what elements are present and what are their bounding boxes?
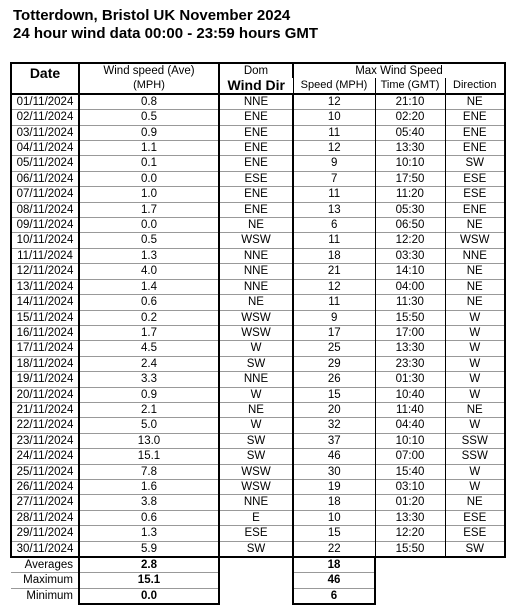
max-direction-cell: W — [445, 325, 505, 340]
ave-speed-cell: 4.5 — [79, 341, 219, 356]
max-direction-cell: W — [445, 310, 505, 325]
ave-speed-cell: 1.1 — [79, 141, 219, 156]
table-row — [11, 141, 505, 156]
max-time-cell: 13:30 — [375, 510, 445, 525]
ave-speed-cell: 3.8 — [79, 495, 219, 510]
header-speed-mph: Speed (MPH) — [293, 78, 375, 93]
dom-dir-cell: W — [219, 387, 293, 402]
report-subtitle: 24 hour wind data 00:00 - 23:59 hours GMT — [13, 25, 319, 42]
ave-speed-cell: 0.6 — [79, 295, 219, 310]
date-cell: 04/11/2024 — [11, 141, 79, 156]
dom-dir-cell: WSW — [219, 233, 293, 248]
max-speed-cell: 11 — [293, 187, 375, 202]
max-time-cell: 11:40 — [375, 402, 445, 417]
date-cell: 01/11/2024 — [11, 94, 79, 110]
header-wind-dir: Wind Dir — [219, 78, 293, 93]
ave-speed-cell: 1.4 — [79, 279, 219, 294]
date-cell: 28/11/2024 — [11, 510, 79, 525]
date-cell: 15/11/2024 — [11, 310, 79, 325]
max-speed-cell: 12 — [293, 141, 375, 156]
header-wind-speed — [79, 63, 219, 78]
ave-speed-cell: 0.1 — [79, 156, 219, 171]
ave-speed-cell: 0.9 — [79, 387, 219, 402]
max-time-cell: 11:30 — [375, 295, 445, 310]
ave-speed-cell: 0.2 — [79, 310, 219, 325]
summary-ave-speed: 2.8 — [79, 557, 219, 573]
summary-blank — [219, 557, 293, 573]
date-cell: 07/11/2024 — [11, 187, 79, 202]
dom-dir-cell: ENE — [219, 141, 293, 156]
ave-speed-cell: 0.0 — [79, 171, 219, 186]
summary-row — [11, 573, 505, 588]
date-cell: 30/11/2024 — [11, 541, 79, 557]
max-time-cell: 10:10 — [375, 433, 445, 448]
table-row — [11, 248, 505, 263]
header-dom: Dom — [219, 63, 293, 78]
header-date: Date — [11, 63, 79, 94]
ave-speed-cell: 1.3 — [79, 248, 219, 263]
max-time-cell: 02:20 — [375, 110, 445, 125]
date-cell: 25/11/2024 — [11, 464, 79, 479]
ave-speed-cell: 0.6 — [79, 510, 219, 525]
wind-data-table — [10, 62, 506, 605]
header-mph: (MPH) — [79, 78, 219, 93]
max-speed-cell: 20 — [293, 402, 375, 417]
dom-dir-cell: ESE — [219, 526, 293, 541]
ave-speed-cell: 4.0 — [79, 264, 219, 279]
summary-ave-speed: 0.0 — [79, 588, 219, 604]
max-speed-cell: 29 — [293, 356, 375, 371]
date-cell: 20/11/2024 — [11, 387, 79, 402]
dom-dir-cell: SW — [219, 356, 293, 371]
dom-dir-cell: WSW — [219, 479, 293, 494]
summary-blank — [219, 588, 293, 604]
max-speed-cell: 18 — [293, 495, 375, 510]
date-cell: 02/11/2024 — [11, 110, 79, 125]
max-direction-cell: ENE — [445, 141, 505, 156]
table-row — [11, 433, 505, 448]
ave-speed-cell: 15.1 — [79, 449, 219, 464]
dom-dir-cell: E — [219, 510, 293, 525]
table-row — [11, 295, 505, 310]
date-cell: 03/11/2024 — [11, 125, 79, 140]
date-cell: 14/11/2024 — [11, 295, 79, 310]
dom-dir-cell: ENE — [219, 187, 293, 202]
date-cell: 09/11/2024 — [11, 218, 79, 233]
max-speed-cell: 15 — [293, 526, 375, 541]
date-cell: 10/11/2024 — [11, 233, 79, 248]
max-direction-cell: ENE — [445, 125, 505, 140]
table-row — [11, 464, 505, 479]
max-time-cell: 12:20 — [375, 526, 445, 541]
ave-speed-cell: 0.8 — [79, 94, 219, 110]
max-direction-cell: NE — [445, 94, 505, 110]
table-row — [11, 341, 505, 356]
max-direction-cell: ESE — [445, 510, 505, 525]
date-cell: 24/11/2024 — [11, 449, 79, 464]
ave-speed-cell: 0.5 — [79, 233, 219, 248]
table-row — [11, 526, 505, 541]
date-cell: 16/11/2024 — [11, 325, 79, 340]
dom-dir-cell: NE — [219, 295, 293, 310]
max-time-cell: 04:00 — [375, 279, 445, 294]
dom-dir-cell: ENE — [219, 125, 293, 140]
max-speed-cell: 11 — [293, 295, 375, 310]
header-direction: Direction — [445, 78, 505, 93]
table-row — [11, 94, 505, 110]
max-speed-cell: 17 — [293, 325, 375, 340]
max-time-cell: 10:40 — [375, 387, 445, 402]
max-speed-cell: 9 — [293, 310, 375, 325]
max-speed-cell: 9 — [293, 156, 375, 171]
dom-dir-cell: NNE — [219, 495, 293, 510]
date-cell: 13/11/2024 — [11, 279, 79, 294]
max-time-cell: 03:10 — [375, 479, 445, 494]
summary-blank — [219, 573, 293, 588]
max-speed-cell: 32 — [293, 418, 375, 433]
max-speed-cell: 6 — [293, 218, 375, 233]
date-cell: 05/11/2024 — [11, 156, 79, 171]
ave-speed-cell: 2.1 — [79, 402, 219, 417]
max-time-cell: 15:50 — [375, 541, 445, 557]
max-direction-cell: NE — [445, 279, 505, 294]
dom-dir-cell: W — [219, 341, 293, 356]
summary-max-speed: 46 — [293, 573, 375, 588]
header-ave-label: (Ave) — [167, 65, 195, 77]
ave-speed-cell: 1.7 — [79, 325, 219, 340]
table-row — [11, 233, 505, 248]
date-cell: 26/11/2024 — [11, 479, 79, 494]
max-time-cell: 10:10 — [375, 156, 445, 171]
ave-speed-cell: 5.0 — [79, 418, 219, 433]
dom-dir-cell: NE — [219, 402, 293, 417]
header-max-wind-speed: Max Wind Speed — [293, 63, 505, 78]
summary-blank — [375, 573, 505, 588]
summary-blank — [375, 557, 505, 573]
header-wind-speed-label: Wind speed — [103, 65, 165, 77]
summary-label: Minimum — [11, 588, 79, 604]
max-direction-cell: W — [445, 356, 505, 371]
max-direction-cell: W — [445, 464, 505, 479]
max-direction-cell: NE — [445, 295, 505, 310]
max-time-cell: 13:30 — [375, 141, 445, 156]
max-time-cell: 17:00 — [375, 325, 445, 340]
summary-ave-speed: 15.1 — [79, 573, 219, 588]
dom-dir-cell: NE — [219, 218, 293, 233]
ave-speed-cell: 0.0 — [79, 218, 219, 233]
max-direction-cell: W — [445, 372, 505, 387]
max-speed-cell: 11 — [293, 125, 375, 140]
table-row — [11, 495, 505, 510]
max-speed-cell: 46 — [293, 449, 375, 464]
max-speed-cell: 10 — [293, 110, 375, 125]
report-title: Totterdown, Bristol UK November 2024 — [13, 7, 291, 24]
max-speed-cell: 25 — [293, 341, 375, 356]
summary-label: Averages — [11, 557, 79, 573]
table-row — [11, 202, 505, 217]
dom-dir-cell: ENE — [219, 202, 293, 217]
date-cell: 12/11/2024 — [11, 264, 79, 279]
dom-dir-cell: NNE — [219, 248, 293, 263]
max-time-cell: 07:00 — [375, 449, 445, 464]
max-speed-cell: 22 — [293, 541, 375, 557]
max-direction-cell: WSW — [445, 233, 505, 248]
ave-speed-cell: 5.9 — [79, 541, 219, 557]
max-time-cell: 04:40 — [375, 418, 445, 433]
date-cell: 21/11/2024 — [11, 402, 79, 417]
summary-max-speed: 6 — [293, 588, 375, 604]
max-time-cell: 12:20 — [375, 233, 445, 248]
dom-dir-cell: ENE — [219, 156, 293, 171]
date-cell: 19/11/2024 — [11, 372, 79, 387]
dom-dir-cell: SW — [219, 449, 293, 464]
dom-dir-cell: NNE — [219, 94, 293, 110]
max-speed-cell: 37 — [293, 433, 375, 448]
max-speed-cell: 18 — [293, 248, 375, 263]
max-time-cell: 13:30 — [375, 341, 445, 356]
max-direction-cell: ENE — [445, 202, 505, 217]
max-direction-cell: SSW — [445, 433, 505, 448]
max-time-cell: 14:10 — [375, 264, 445, 279]
table-row — [11, 479, 505, 494]
max-direction-cell: NNE — [445, 248, 505, 263]
dom-dir-cell: W — [219, 418, 293, 433]
ave-speed-cell: 1.0 — [79, 187, 219, 202]
max-speed-cell: 10 — [293, 510, 375, 525]
table-row — [11, 510, 505, 525]
table-row — [11, 449, 505, 464]
max-time-cell: 17:50 — [375, 171, 445, 186]
max-time-cell: 06:50 — [375, 218, 445, 233]
summary-blank — [375, 588, 505, 604]
summary-max-speed: 18 — [293, 557, 375, 573]
max-speed-cell: 13 — [293, 202, 375, 217]
max-direction-cell: NE — [445, 402, 505, 417]
max-speed-cell: 15 — [293, 387, 375, 402]
max-speed-cell: 12 — [293, 94, 375, 110]
table-row — [11, 387, 505, 402]
dom-dir-cell: SW — [219, 541, 293, 557]
ave-speed-cell: 7.8 — [79, 464, 219, 479]
dom-dir-cell: ENE — [219, 110, 293, 125]
max-time-cell: 05:40 — [375, 125, 445, 140]
date-cell: 22/11/2024 — [11, 418, 79, 433]
max-direction-cell: SW — [445, 541, 505, 557]
table-row — [11, 171, 505, 186]
max-direction-cell: SSW — [445, 449, 505, 464]
summary-row — [11, 588, 505, 604]
table-row — [11, 110, 505, 125]
dom-dir-cell: WSW — [219, 310, 293, 325]
ave-speed-cell: 1.3 — [79, 526, 219, 541]
max-time-cell: 11:20 — [375, 187, 445, 202]
dom-dir-cell: NNE — [219, 279, 293, 294]
max-time-cell: 01:20 — [375, 495, 445, 510]
table-row — [11, 402, 505, 417]
max-direction-cell: ESE — [445, 526, 505, 541]
dom-dir-cell: WSW — [219, 464, 293, 479]
date-cell: 29/11/2024 — [11, 526, 79, 541]
max-direction-cell: W — [445, 387, 505, 402]
max-time-cell: 21:10 — [375, 94, 445, 110]
ave-speed-cell: 1.6 — [79, 479, 219, 494]
max-time-cell: 15:50 — [375, 310, 445, 325]
table-row — [11, 218, 505, 233]
ave-speed-cell: 0.9 — [79, 125, 219, 140]
max-speed-cell: 26 — [293, 372, 375, 387]
max-direction-cell: W — [445, 479, 505, 494]
max-direction-cell: ESE — [445, 187, 505, 202]
table-row — [11, 125, 505, 140]
max-direction-cell: ENE — [445, 110, 505, 125]
max-direction-cell: W — [445, 341, 505, 356]
max-direction-cell: NE — [445, 495, 505, 510]
date-cell: 06/11/2024 — [11, 171, 79, 186]
table-row — [11, 356, 505, 371]
table-row — [11, 372, 505, 387]
table-row — [11, 325, 505, 340]
max-direction-cell: SW — [445, 156, 505, 171]
summary-label: Maximum — [11, 573, 79, 588]
date-cell: 08/11/2024 — [11, 202, 79, 217]
max-time-cell: 23:30 — [375, 356, 445, 371]
header-time-gmt: Time (GMT) — [375, 78, 445, 93]
max-time-cell: 03:30 — [375, 248, 445, 263]
max-direction-cell: NE — [445, 264, 505, 279]
table-row — [11, 279, 505, 294]
date-cell: 23/11/2024 — [11, 433, 79, 448]
ave-speed-cell: 0.5 — [79, 110, 219, 125]
date-cell: 11/11/2024 — [11, 248, 79, 263]
dom-dir-cell: SW — [219, 433, 293, 448]
max-time-cell: 15:40 — [375, 464, 445, 479]
ave-speed-cell: 2.4 — [79, 356, 219, 371]
max-time-cell: 01:30 — [375, 372, 445, 387]
max-speed-cell: 12 — [293, 279, 375, 294]
date-cell: 18/11/2024 — [11, 356, 79, 371]
max-direction-cell: W — [445, 418, 505, 433]
ave-speed-cell: 3.3 — [79, 372, 219, 387]
dom-dir-cell: NNE — [219, 264, 293, 279]
ave-speed-cell: 1.7 — [79, 202, 219, 217]
max-direction-cell: ESE — [445, 171, 505, 186]
table-row — [11, 156, 505, 171]
dom-dir-cell: ESE — [219, 171, 293, 186]
max-speed-cell: 30 — [293, 464, 375, 479]
max-speed-cell: 21 — [293, 264, 375, 279]
max-speed-cell: 19 — [293, 479, 375, 494]
table-row — [11, 264, 505, 279]
ave-speed-cell: 13.0 — [79, 433, 219, 448]
summary-row — [11, 557, 505, 573]
max-direction-cell: NE — [445, 218, 505, 233]
date-cell: 17/11/2024 — [11, 341, 79, 356]
max-time-cell: 05:30 — [375, 202, 445, 217]
table-row — [11, 310, 505, 325]
table-row — [11, 418, 505, 433]
max-speed-cell: 7 — [293, 171, 375, 186]
date-cell: 27/11/2024 — [11, 495, 79, 510]
max-speed-cell: 11 — [293, 233, 375, 248]
dom-dir-cell: NNE — [219, 372, 293, 387]
table-row — [11, 187, 505, 202]
dom-dir-cell: WSW — [219, 325, 293, 340]
table-row — [11, 541, 505, 557]
